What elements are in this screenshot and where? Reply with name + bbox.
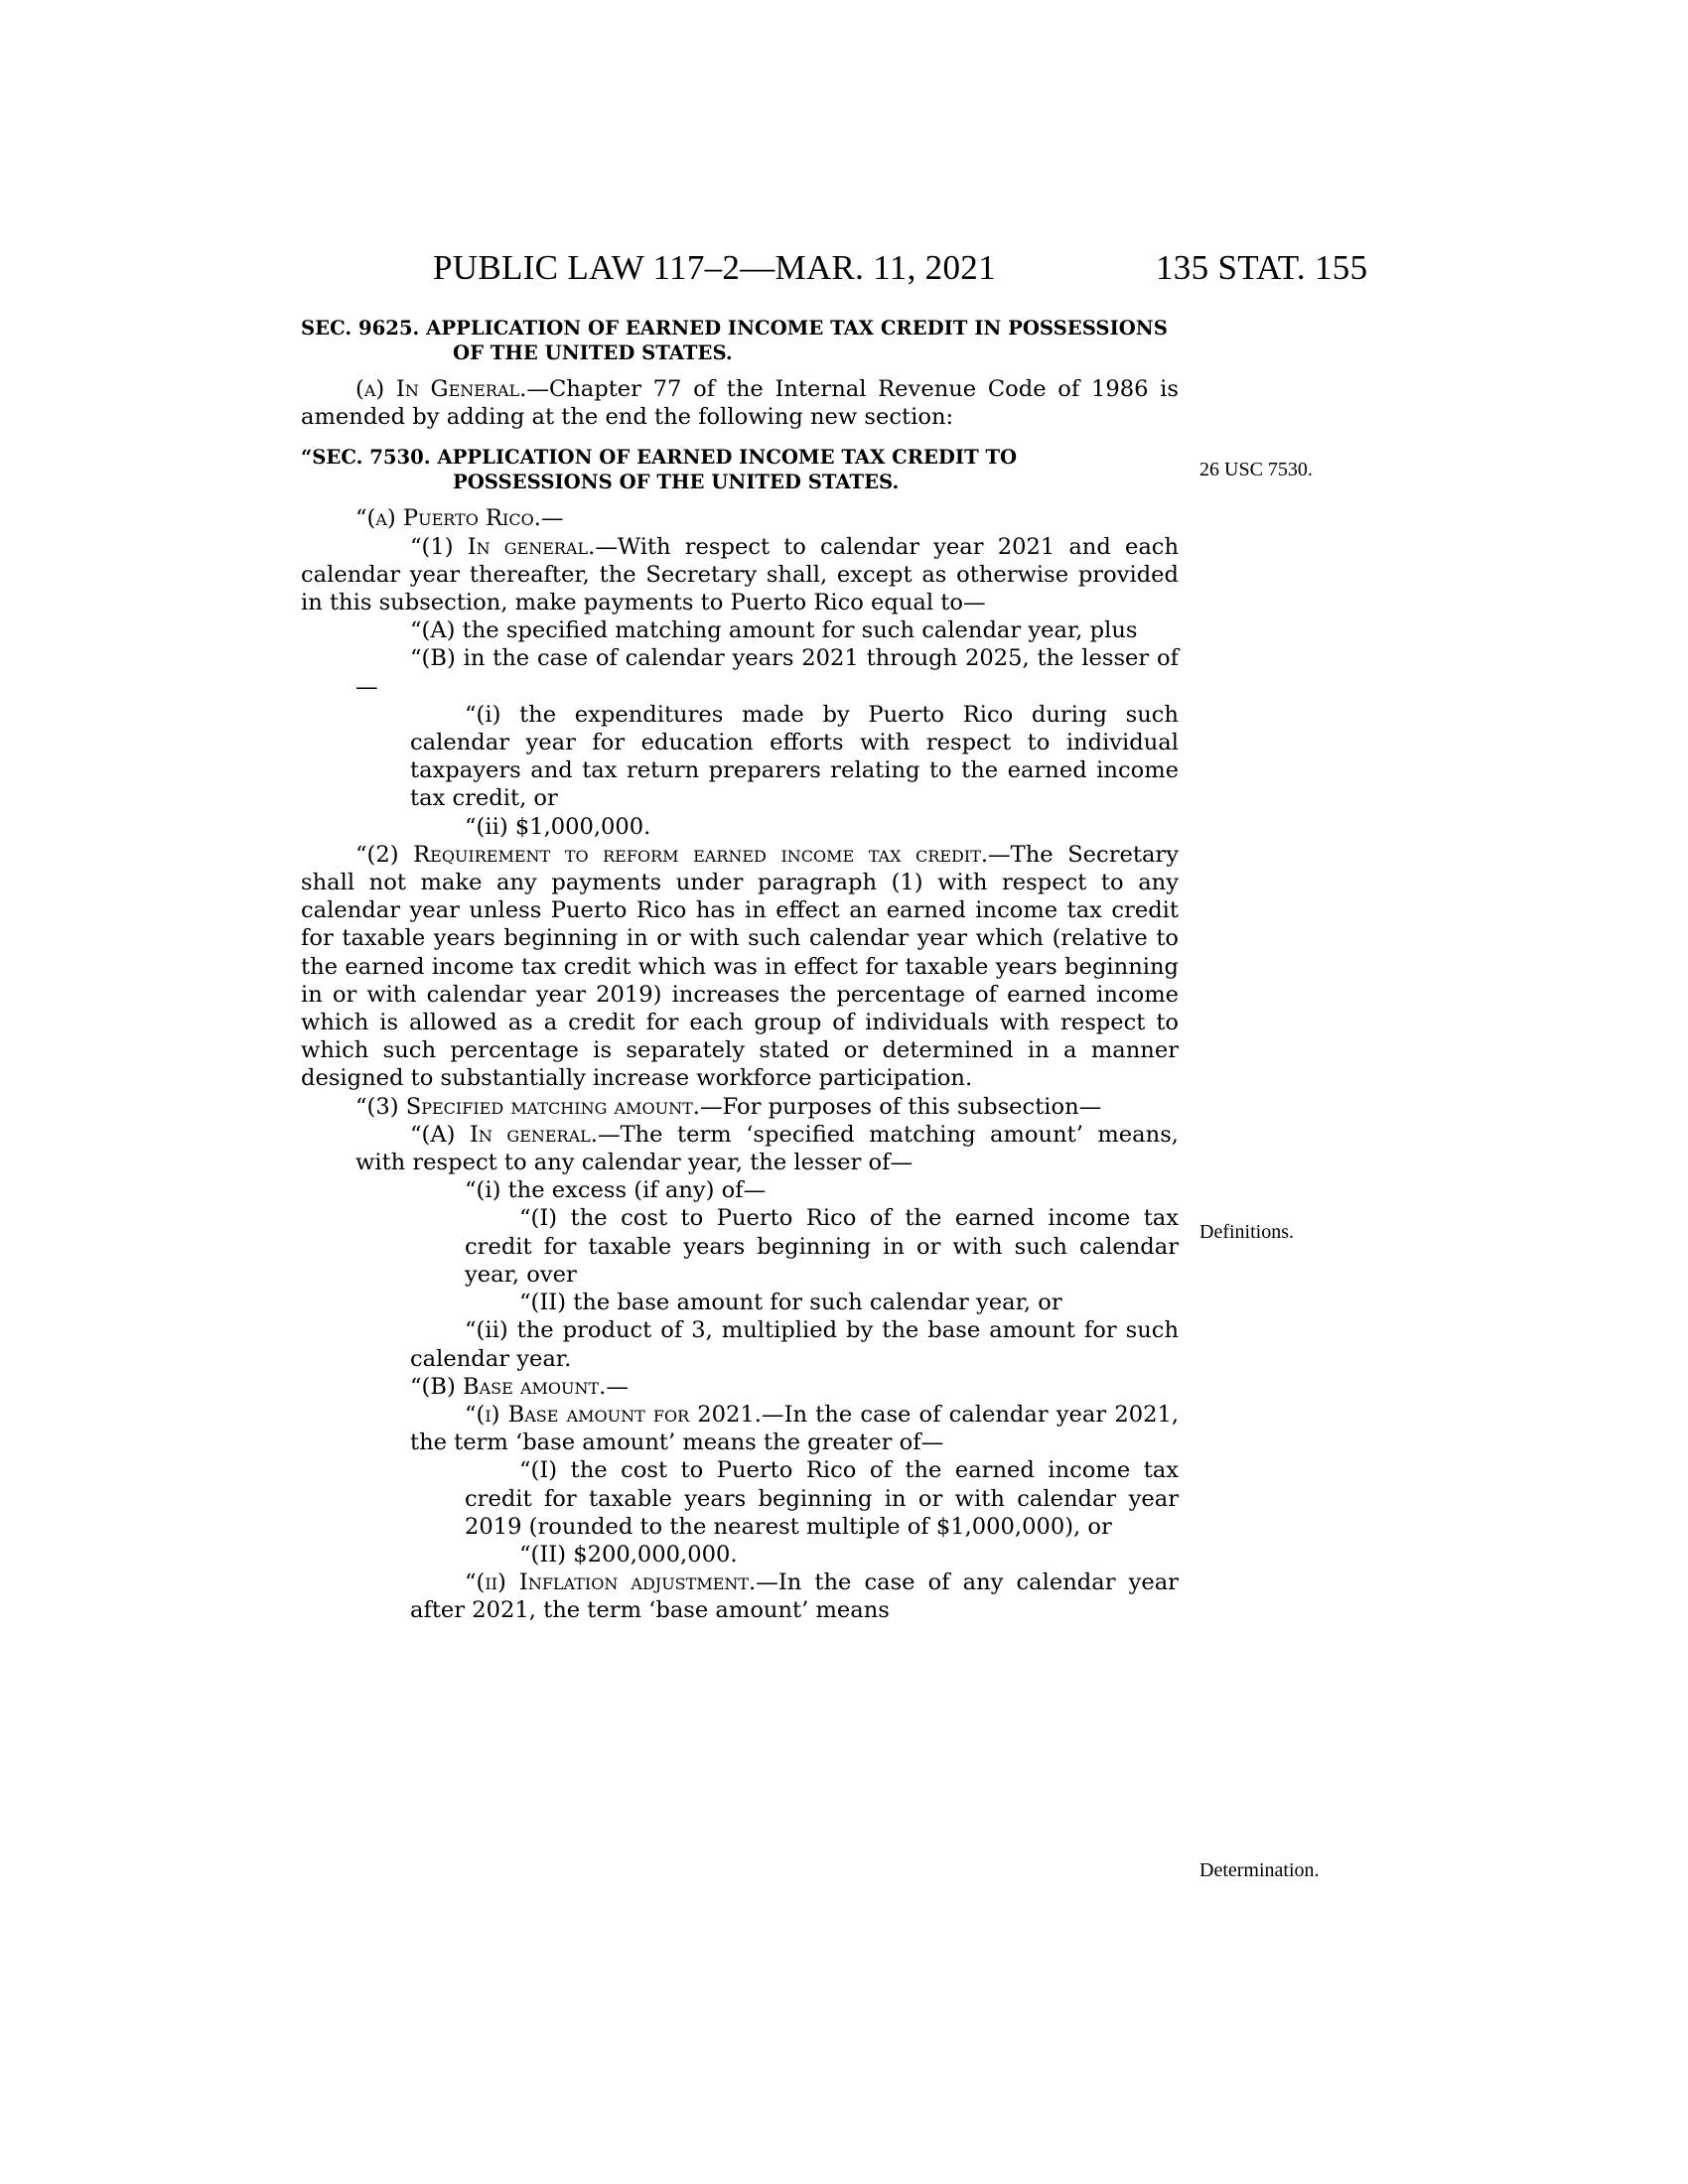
paragraph-3-b-i-text: —In the case of calendar year 2021, the term ‘base amount’ means the greater of— [410,1401,1179,1456]
paragraph-3-b-i-label: “(i) Base amount for 2021. [465,1401,762,1428]
section-heading: SEC. 9625. APPLICATION OF EARNED INCOME TAX CREDIT IN POSSESSIONS OF THE UNITED STATES. [301,317,1168,364]
paragraph-3-a-ii: “(ii) the product of 3, multiplied by the base amount for such calendar year. [410,1317,1179,1372]
paragraph-1-label: “(1) In general. [410,533,596,560]
paragraph-3-b-i-II: “(II) $200,000,000. [519,1541,738,1568]
margin-note-usc: 26 USC 7530. [1199,459,1313,480]
paragraph-3-a-label: “(A) In general. [410,1121,598,1148]
paragraph-1 [301,533,1179,617]
paragraph-3-b-dash: — [606,1373,629,1400]
paragraph-3-b [301,1373,1179,1401]
new-section-heading: “SEC. 7530. APPLICATION OF EARNED INCOME TAX CREDIT TO POSSESSIONS OF THE UNITED STATES. [301,446,1018,494]
paragraph-1-a: “(A) the specified matching amount for such calendar year, plus [410,617,1138,644]
paragraph-3-a-i: “(i) the excess (if any) of— [465,1177,767,1204]
paragraph-2 [301,841,1179,1093]
paragraph-3-text: —For purposes of this subsection— [699,1093,1102,1120]
paragraph-3-b-ii-label: “(ii) Inflation adjustment. [465,1570,757,1596]
puerto-rico-dash: — [540,505,564,532]
paragraph-3-a [301,1121,1179,1176]
margin-note-determination: Determination. [1199,1859,1320,1881]
subsection-a-label: (a) In General. [355,376,527,402]
paragraph-3-b-ii [301,1569,1179,1624]
page-header-stat: 135 STAT. 155 [1156,248,1368,287]
document-body [301,316,1179,1625]
paragraph-1-b-i: “(i) the expenditures made by Puerto Rico during such calendar year for education efforts with respect to individual taxpayers and tax return preparers relating to the earned income tax credit, or [410,701,1179,812]
paragraph-1-text: —With respect to calendar year 2021 and each calendar year thereafter, the Secretary shall, except as otherwise provided in this subsection, make payments to Puerto Rico equal to— [301,533,1179,616]
paragraph-3-b-i [301,1401,1179,1456]
paragraph-2-label: “(2) Requirement to reform earned income tax credit. [355,841,989,868]
puerto-rico-label: “(a) Puerto Rico. [355,505,541,532]
subsection-a-text: —Chapter 77 of the Internal Revenue Code of 1986 is amended by adding at the end the following new section: [301,376,1179,431]
paragraph-3-a-i-I: “(I) the cost to Puerto Rico of the earned income tax credit for taxable years beginning in or with such calendar year, over [465,1205,1179,1288]
paragraph-1-b: “(B) in the case of calendar years 2021 through 2025, the lesser of— [355,645,1179,700]
paragraph-3-b-i-I: “(I) the cost to Puerto Rico of the earned income tax credit for taxable years beginning in or with calendar year 2019 (rounded to the nearest multiple of $1,000,000), or [465,1457,1179,1540]
paragraph-3-a-i-II: “(II) the base amount for such calendar year, or [519,1290,1062,1316]
subsection-puerto-rico [301,504,1179,532]
paragraph-3 [301,1093,1179,1121]
margin-note-definitions: Definitions. [1199,1221,1294,1243]
page-header-title: PUBLIC LAW 117–2—MAR. 11, 2021 [433,248,996,287]
paragraph-3-label: “(3) Specified matching amount. [355,1093,700,1120]
paragraph-1-b-ii: “(ii) $1,000,000. [465,813,651,840]
paragraph-3-b-label: “(B) Base amount. [410,1373,607,1400]
paragraph-2-text: —The Secretary shall not make any payments under paragraph (1) with respect to any calendar year unless Puerto Rico has in effect an earned income tax credit for taxable years beginning in or with such calendar year which (relative to the earned income tax credit which was in effect for taxable years beginning in or with calendar year 2019) increases the percentage of earned income which is allowed as a credit for each group of individuals with respect to which such percentage is separately stated or determined in a manner designed to substantially increase workforce participation. [301,841,1179,1092]
subsection-a [301,375,1179,431]
paragraph-3-a-text: —The term ‘specified matching amount’ means, with respect to any calendar year, the lesser of— [355,1121,1179,1176]
paragraph-3-b-ii-text: —In the case of any calendar year after 2021, the term ‘base amount’ means [410,1570,1179,1624]
